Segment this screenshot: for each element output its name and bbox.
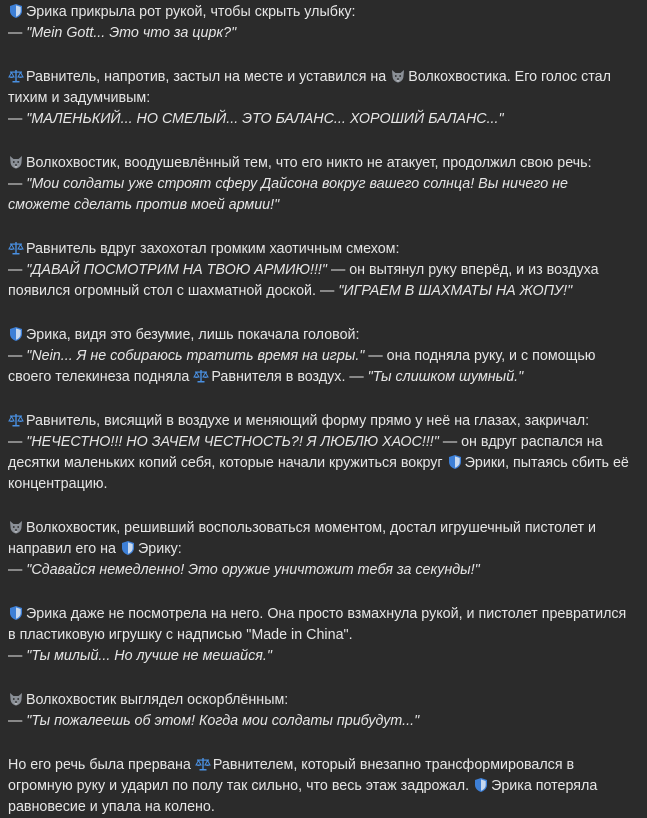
narration-text: Равнителем, который внезапно трансформировался в огромную руку и ударил по полу так сильно, что весь этаж задрожал. — [8, 757, 575, 794]
narration-line — [8, 67, 633, 109]
dialogue-line — [8, 346, 633, 388]
narration-line — [8, 690, 633, 711]
shield-icon — [8, 326, 24, 342]
narration-line — [8, 2, 633, 23]
scales-icon — [8, 240, 24, 256]
story-paragraph — [8, 411, 633, 495]
dash: — — [8, 262, 27, 278]
story-paragraph — [8, 239, 633, 302]
wolf-icon — [390, 68, 406, 84]
shield-icon — [120, 540, 136, 556]
dash: — — [8, 713, 27, 729]
dialogue-line — [8, 260, 633, 302]
shield-icon — [8, 605, 24, 621]
narration-text: Равнителя в воздух. — — [211, 369, 368, 385]
narration-text: Эрика потеряла равновесие и упала на колено. — [8, 778, 598, 815]
dialogue-quote: "Ты пожалеешь об этом! Когда мои солдаты прибудут..." — [26, 713, 420, 729]
dialogue-line — [8, 109, 633, 130]
dash: — — [8, 348, 27, 364]
narration-text: Равнитель вдруг захохотал громким хаотичным смехом: — [26, 241, 400, 257]
narration-text: — она подняла руку, и с помощью своего телекинеза подняла — [8, 348, 596, 385]
dash: — — [8, 562, 27, 578]
story-paragraph — [8, 518, 633, 581]
narration-text: Волкохвостик, воодушевлённый тем, что его никто не атакует, продолжил свою речь: — [26, 155, 592, 171]
narration-text: Равнитель, висящий в воздухе и меняющий форму прямо у неё на глазах, закричал: — [26, 413, 590, 429]
story-paragraph — [8, 67, 633, 130]
narration-text: Но его речь была прервана — [8, 757, 191, 773]
scales-icon — [8, 412, 24, 428]
scales-icon — [193, 368, 209, 384]
narration-text: — он вытянул руку вперёд, и из воздуха появился огромный стол с шахматной доской. — — [8, 262, 599, 299]
narration-line — [8, 755, 633, 818]
narration-line — [8, 518, 633, 560]
narration-line — [8, 239, 633, 260]
shield-icon — [447, 454, 463, 470]
dialogue-quote: "Ты милый... Но лучше не мешайся." — [26, 648, 272, 664]
dialogue-quote: "Сдавайся немедленно! Это оружие уничтожит тебя за секунды!" — [26, 562, 480, 578]
dash: — — [8, 434, 27, 450]
narration-text: Волкохвостика. Его голос стал тихим и задумчивым: — [8, 69, 611, 106]
dialogue-line — [8, 646, 633, 667]
narration-text: Эрика прикрыла рот рукой, чтобы скрыть улыбку: — [26, 4, 356, 20]
dialogue-line — [8, 560, 633, 581]
narration-text: Эрики, пытаясь сбить её концентрацию. — [8, 455, 629, 492]
narration-text: Эрику: — [138, 541, 182, 557]
dialogue-quote: "Мои солдаты уже строят сферу Дайсона вокруг вашего солнца! Вы ничего не сможете сделать против моей армии!" — [8, 176, 568, 213]
dialogue-quote: "Nein... Я не собираюсь тратить время на игры." — [26, 348, 365, 364]
story-paragraph — [8, 604, 633, 667]
story-paragraph — [8, 325, 633, 388]
dialogue-line — [8, 432, 633, 495]
dialogue-line — [8, 711, 633, 732]
narration-text: Эрика даже не посмотрела на него. Она просто взмахнула рукой, и пистолет превратился в пластиковую игрушку с надписью "Made in China". — [8, 606, 627, 643]
narration-line — [8, 604, 633, 646]
narration-line — [8, 411, 633, 432]
narration-text: — он вдруг распался на десятки маленьких копий себя, которые начали кружиться вокруг — [8, 434, 603, 471]
scales-icon — [8, 68, 24, 84]
dialogue-quote: "МАЛЕНЬКИЙ... НО СМЕЛЫЙ... ЭТО БАЛАНС... ХОРОШИЙ БАЛАНС..." — [26, 111, 504, 127]
scales-icon — [195, 756, 211, 772]
narration-text: Эрика, видя это безумие, лишь покачала головой: — [26, 327, 360, 343]
wolf-icon — [8, 519, 24, 535]
narration-text: Равнитель, напротив, застыл на месте и уставился на — [26, 69, 387, 85]
dash: — — [8, 25, 27, 41]
dash: — — [8, 648, 27, 664]
shield-icon — [8, 3, 24, 19]
narration-line — [8, 325, 633, 346]
dash: — — [8, 176, 27, 192]
dialogue-quote: "ИГРАЕМ В ШАХМАТЫ НА ЖОПУ!" — [338, 283, 573, 299]
dialogue-line — [8, 174, 633, 216]
story-paragraph — [8, 153, 633, 216]
wolf-icon — [8, 691, 24, 707]
narration-line — [8, 153, 633, 174]
narration-text: Волкохвостик выглядел оскорблённым: — [26, 692, 289, 708]
story-paragraph — [8, 755, 633, 818]
dialogue-quote: "Ты слишком шумный." — [367, 369, 524, 385]
shield-icon — [473, 777, 489, 793]
story-paragraph — [8, 2, 633, 44]
dialogue-quote: "НЕЧЕСТНО!!! НО ЗАЧЕМ ЧЕСТНОСТЬ?! Я ЛЮБЛЮ ХАОС!!!" — [26, 434, 439, 450]
dash: — — [8, 111, 27, 127]
dialogue-line — [8, 23, 633, 44]
story-paragraph — [8, 690, 633, 732]
narration-text: Волкохвостик, решивший воспользоваться моментом, достал игрушечный пистолет и направил его на — [8, 520, 597, 557]
wolf-icon — [8, 154, 24, 170]
dialogue-quote: "Mein Gott... Это что за цирк?" — [26, 25, 237, 41]
dialogue-quote: "ДАВАЙ ПОСМОТРИМ НА ТВОЮ АРМИЮ!!!" — [26, 262, 327, 278]
